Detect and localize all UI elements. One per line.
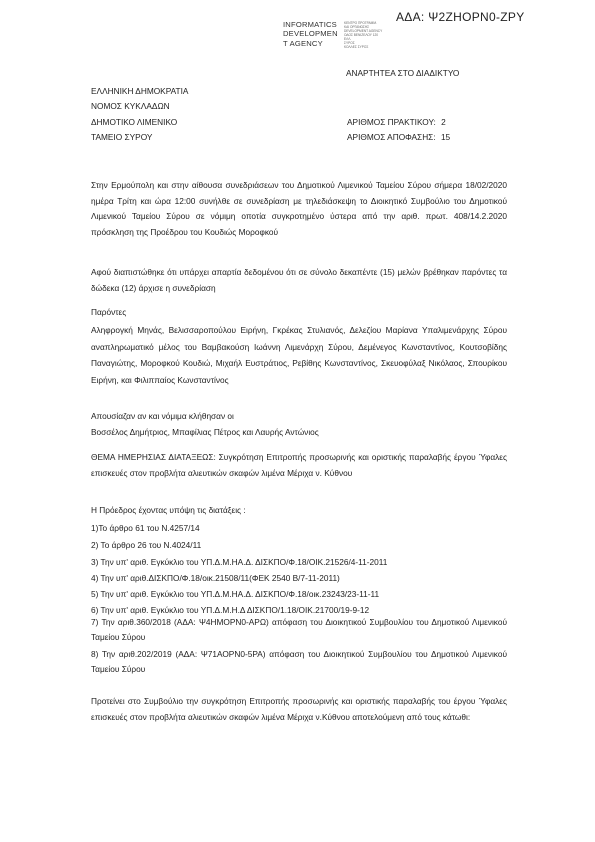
informatics-agency-logo (283, 20, 391, 52)
provision-item-7: 7) Την αριθ.360/2018 (ΑΔΑ: Ψ4ΗΜΟΡΝ0-ΑΡΩ) απόφαση του Διοικητικού Συμβουλίου του Δημοτικού Λιμενικού Ταμείου Σύρου (91, 617, 507, 642)
posting-notice: ΑΝΑΡΤΗΤΕΑ ΣΤΟ ΔΙΑΔΙΚΤΥΟ (346, 68, 460, 78)
agenda-subject: ΘΕΜΑ ΗΜΕΡΗΣΙΑΣ ΔΙΑΤΑΞΕΩΣ: Συγκρότηση Επιτροπής προσωρινής και οριστικής παραλαβής έργου Ύφαλες επισκευές στον προβλήτα αλιευτικών σκαφών λιμένα Μέριχα ν. Κύθνου (91, 452, 507, 478)
proposal-paragraph: Προτείνει στο Συμβούλιο την συγκρότηση Επιτροπής προσωρινής και οριστικής παραλαβής του έργου Ύφαλες επισκευές στον προβλήτα αλιευτικών σκαφών λιμένα Μέριχα ν.Κύθνου αποτελούμενη από τους κάτωθι: (91, 696, 507, 722)
org-line-port-fund: ΔΗΜΟΤΙΚΟ ΛΙΜΕΝΙΚΟ (91, 117, 178, 127)
absent-heading: Απουσίαζαν αν και νόμιμα κλήθησαν οι (91, 411, 234, 421)
intro-paragraph: Στην Ερμούπολη και στην αίθουσα συνεδριάσεων του Δημοτικού Λιμενικού Ταμείου Σύρου σήμερα 18/02/2020 ημέρα Τρίτη και ώρα 12:00 συνήλθε σε συνεδρίαση με τηλεδιάσκεψη το Διοικητικό Συμβούλιο του Δημοτικού Λιμενικού Ταμείου Σύρου σε νόμιμη οποτία συγκροτημένο ύστερα από την αριθ. πρωτ. 408/14.2.2020 πρόσκληση της Προέδρου του Κουδιώς Μοροφκού (91, 180, 507, 237)
present-heading: Παρόντες (91, 307, 127, 317)
logo-small-line: ΕΛΛ. (344, 37, 352, 41)
logo-small-line: ΣΥΡΟΣ (344, 41, 355, 45)
provision-item: 6) Την υπ' αριθ. Εγκύκλιο του ΥΠ.Δ.Μ.Η.Δ ΔΙΣΚΠΟ/1.18/ΟΙΚ.21700/19-9-12 (91, 605, 370, 615)
logo-line-1: INFORMATICS (283, 20, 337, 29)
considering-heading: Η Πρόεδρος έχοντας υπόψη τις διατάξεις : (91, 505, 246, 515)
absent-members: Βοσσέλος Δημήτριος, Μπαφίλιας Πέτρος και Λαυρής Αντώνιος (91, 427, 319, 437)
logo-fine-print (344, 21, 394, 49)
minutes-number-value: 2 (441, 117, 446, 127)
provision-item-8: 8) Την αριθ.202/2019 (ΑΔΑ: Ψ71ΑΟΡΝ0-5ΡΑ) απόφαση του Διοικητικού Συμβουλίου του Δημοτικού Λιμενικού Ταμείου Σύρου (91, 649, 507, 674)
present-members: Αληφρογκή Μηνάς, Βελισσαροπούλου Ειρήνη, Γκρέκας Στυλιανός, Δελεζίου Μαρίανα Υπαλιμενάρχης Σύρου αναπληρωματικό μέλος του Βαμβακούση Ιωάννη Λιμενάρχη Σύρου, Δεμένεγος Κωνσταντίνος, Κουτσοβίδης Παναγιώτης, Μοροφκού Κουδιώ, Μιχαήλ Ευστράτιος, Ρεβίθης Κωνσταντίνος, Σκευοφύλαξ Νικόλαος, Σπουρίκου Ειρήνη, και Φιλιππαίος Κωνσταντίνος (91, 325, 507, 385)
provision-item: 2) Το άρθρο 26 του Ν.4024/11 (91, 540, 202, 550)
logo-small-line: ΚΟΛΛΕΣ ΣΥΡΟΣ (344, 45, 369, 49)
logo-small-line: DEVELOPMENT AGENCY (344, 29, 383, 33)
org-line-republic: ΕΛΛΗΝΙΚΗ ΔΗΜΟΚΡΑΤΙΑ (91, 86, 189, 96)
provision-item: 5) Την υπ' αριθ. Εγκύκλιο του ΥΠ.Δ.Μ.ΗΑ.Δ. ΔΙΣΚΠΟ/Φ.18/οικ.23243/23-11-11 (91, 589, 380, 599)
org-line-prefecture: ΝΟΜΟΣ ΚΥΚΛΑΔΩΝ (91, 101, 170, 111)
decision-number-label: ΑΡΙΘΜΟΣ ΑΠΟΦΑΣΗΣ: (347, 132, 436, 142)
decision-number-value: 15 (440, 132, 451, 142)
logo-small-line: ΚΑΙ ΟΡΓΑΝΩΣΗΣ (344, 25, 370, 29)
provision-item: 4) Την υπ' αριθ.ΔΙΣΚΠΟ/Φ.18/οικ.21508/11(ΦΕΚ 2540 Β/7-11-2011) (91, 573, 340, 583)
logo-small-line: ΚΕΝΤΡΟ ΠΡΟΓΡΑΜΜ. (344, 21, 377, 25)
ada-code: ΑΔΑ: Ψ2ΖΗΟΡΝ0-ΖΡΥ (396, 10, 525, 24)
decision-number-line (347, 132, 450, 143)
org-line-syros-fund: ΤΑΜΕΙΟ ΣΥΡΟΥ (91, 132, 153, 142)
provision-item: 1)Το άρθρο 61 του Ν.4257/14 (91, 523, 200, 533)
provision-item: 3) Την υπ' αριθ. Εγκύκλιο του ΥΠ.Δ.Μ.ΗΑ.Δ. ΔΙΣΚΠΟ/Φ.18/ΟΙΚ.21526/4-11-2011 (91, 557, 388, 567)
logo-wordmark (283, 20, 338, 48)
minutes-number-label: ΑΡΙΘΜΟΣ ΠΡΑΚΤΙΚΟΥ: (347, 117, 436, 127)
logo-line-2: DEVELOPMEN (283, 29, 338, 39)
logo-small-line: ΟΔΟΣ ΒΕΝΙΖΕΛΟΥ 120 (344, 33, 379, 37)
logo-line-3: T AGENCY (283, 38, 323, 48)
minutes-number-line (347, 117, 446, 128)
quorum-paragraph: Αφού διαπιστώθηκε ότι υπάρχει απαρτία δεδομένου ότι σε σύνολο δεκαπέντε (15) μελών βρέθηκαν παρόντες τα δώδεκα (12) άρχισε η συνεδρίαση (91, 267, 507, 293)
